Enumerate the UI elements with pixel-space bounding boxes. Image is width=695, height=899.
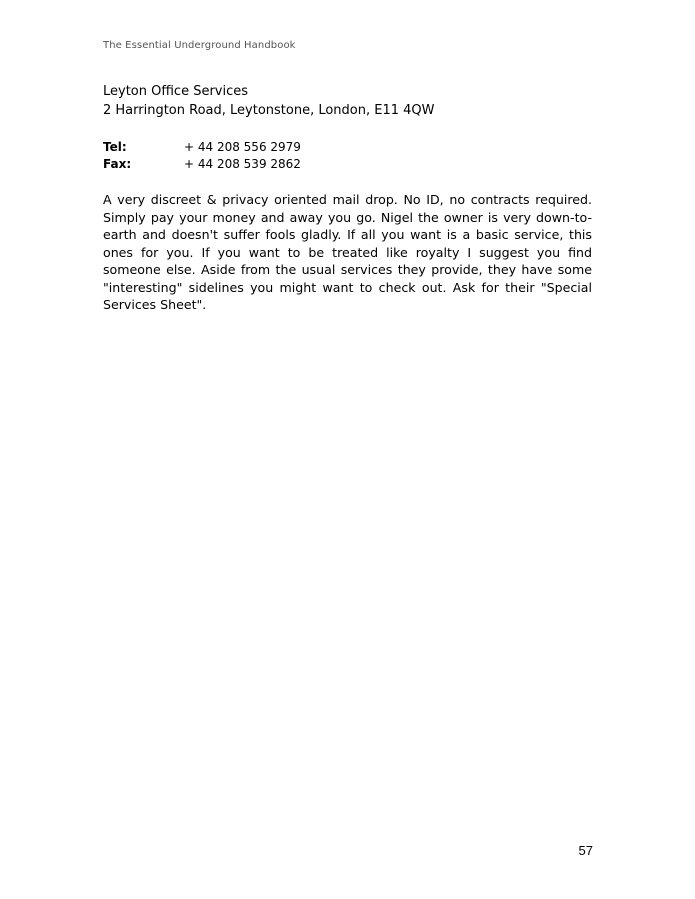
business-name: Leyton Office Services — [103, 84, 249, 99]
directory-entry — [103, 82, 592, 314]
fax-number: + 44 208 539 2862 — [184, 157, 301, 171]
address-block — [103, 82, 592, 120]
telephone-label: Tel: — [103, 140, 127, 154]
business-address: 2 Harrington Road, Leytonstone, London, E11 4QW — [103, 103, 435, 118]
fax-label: Fax: — [103, 157, 132, 171]
fax-row — [103, 156, 592, 173]
page-number: 57 — [578, 843, 593, 858]
telephone-number: + 44 208 556 2979 — [184, 140, 301, 154]
contact-block — [103, 139, 592, 173]
telephone-row — [103, 139, 592, 156]
running-header: The Essential Underground Handbook — [103, 40, 296, 51]
entry-description: A very discreet & privacy oriented mail drop. No ID, no contracts required. Simply pay your money and away you go. Nigel the owner is very down-to-earth and doesn't suffer fools gladly. If all you want is a basic service, this ones for you. If you want to be treated like royalty I suggest you find someone else. Aside from the usual services they provide, they have some "interesting" sidelines you might want to check out. Ask for their "Special Services Sheet". — [103, 192, 592, 312]
